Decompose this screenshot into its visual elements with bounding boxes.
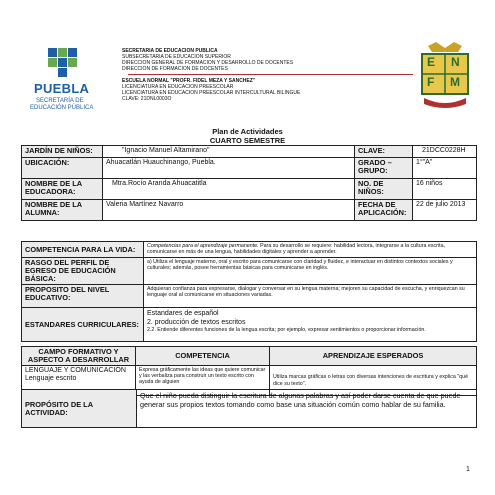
educadora-value-text: Mtra.Rocío Aranda Ahuacatitla [112, 180, 207, 187]
ninos-label: NO. DE NIÑOS: [355, 179, 413, 200]
header-line: ESCUELA NORMAL "PROFR. FIDEL MEZA Y SÁNCHEZ" [122, 78, 256, 84]
logo-sub1: SECRETARÍA DE [36, 98, 84, 104]
competencias-table [21, 241, 477, 342]
ubicacion-value: Ahuacatlán Huauchinango, Puebla. [103, 158, 355, 179]
actividad-label: PROPÓSITO DE LA ACTIVIDAD: [22, 390, 137, 428]
header-divider [128, 74, 413, 75]
jardin-label: JARDÍN DE NIÑOS: [22, 146, 103, 158]
clave-label: CLAVE: [355, 146, 413, 158]
header-line: LICENCIATURA EN EDUCACIÓN PREESCOLAR [122, 84, 234, 91]
educadora-label: NOMBRE DE LA EDUCADORA: [22, 179, 103, 200]
estandares-line1: Estandares de español [147, 310, 219, 317]
logo-sub2: EDUCACIÓN PÚBLICA [30, 105, 94, 111]
crest-letter: N [451, 55, 460, 69]
rasgo-label: RASGO DEL PERFIL DE EGRESO DE EDUCACIÓN BÁSICA: [22, 258, 144, 285]
logo-name: PUEBLA [34, 81, 90, 96]
rasgo-text: a) Utiliza el lenguaje materno, oral y escrito para comunicarse con claridad y fluidez, e interactuar en distintos contextos sociales y culturales; además, posee herramientas básicas para comunicarse en inglés. [144, 258, 477, 285]
estandares-line2: 2. producción de textos escritos [147, 319, 246, 326]
header-line: DIRECCIÓN GENERAL DE FORMACIÓN Y DESARROLLO DE DOCENTES [122, 60, 294, 67]
estandares-label: ESTANDARES CURRICULARES: [22, 308, 144, 342]
competencia-header: COMPETENCIA [136, 347, 270, 366]
campo-line1: LENGUAJE Y COMUNICACIÓN [25, 367, 126, 374]
jardin-value [103, 146, 355, 158]
fecha-value: 22 de julio 2013 [413, 200, 477, 221]
proposito-text: Adquieran confianza para expresarse, dialogar y conversar en su lengua materna; mejoren su capacidad de escucha, y enriquezcan su lenguaje oral al comunicarse en situaciones variadas. [144, 285, 477, 308]
competencia-cell: Expresa gráficamente las ideas que quiere comunicar y las verbaliza para construir un texto escrito con ayuda de alguien [136, 366, 270, 396]
grado-value: 1°"A" [413, 158, 477, 179]
info-table [21, 145, 477, 221]
vida-label: COMPETENCIA PARA LA VIDA: [22, 242, 144, 258]
ubicacion-label: UBICACIÓN: [22, 158, 103, 179]
campo-line2: Lenguaje escrito [25, 375, 77, 382]
page-subtitle: CUARTO SEMESTRE [209, 136, 286, 145]
educadora-value [103, 179, 355, 200]
actividad-text: Que el niño pueda distinguir la escritura de algunas palabras y así poder darse cuenta de que puede generar sus propios textos tomando como base una situación común como hablar de su familia. [137, 390, 477, 428]
clave-value [413, 146, 477, 158]
actividad-table [21, 389, 477, 428]
page-number: 1 [466, 466, 470, 473]
aprendizaje-header: APRENDIZAJE ESPERADOS [270, 347, 477, 366]
crest-letter: F [427, 75, 435, 89]
proposito-label: PROPOSITO DEL NIVEL EDUCATIVO: [22, 285, 144, 308]
clave-value-text: 21DCC0228H [422, 147, 466, 154]
alumna-label: NOMBRE DE LA ALUMNA: [22, 200, 103, 221]
crest-letter: E [427, 55, 436, 69]
header-line: LICENCIATURA EN EDUCACIÓN PREESCOLAR INTERCULTURAL BILINGÜE [122, 90, 301, 97]
ninos-value: 16 niños [413, 179, 477, 200]
header-line: SUBSECRETARÍA DE EDUCACIÓN SUPERIOR [122, 54, 231, 61]
alumna-value: Valeria Martínez Navarro [103, 200, 355, 221]
vida-body: Para su desarrollo se requiere: habilidad lectora, integrarse a la cultura escrita, comunicarse en más de una lengua, habilidades digitales y aprender a aprender. [147, 243, 445, 256]
header-line: CLAVE: 21DNL0003O [122, 96, 172, 103]
estandares-cell [144, 308, 477, 342]
campo-header: CAMPO FORMATIVO Y ASPECTO A DESARROLLAR [22, 347, 136, 366]
estandares-line3: 2.2. Entiende diferentes funciones de la lengua escrita; por ejemplo, expresar sentimientos o proporcionar información. [147, 327, 426, 333]
page-title: Plan de Actividades [212, 127, 283, 136]
aprendizaje-cell: Utiliza marcas gráficas o letras con diversas intenciones de escritura y explica "qué dice su texto". [270, 366, 477, 396]
normal-school-crest [418, 42, 472, 110]
crest-letter: M [450, 75, 460, 89]
vida-text [144, 242, 477, 258]
puebla-logo [10, 46, 122, 116]
header-line: DIRECCIÓN DE FORMACIÓN DE DOCENTES [122, 66, 228, 73]
header-lines-top [122, 48, 417, 72]
header-line: SECRETARÍA DE EDUCACIÓN PÚBLICA [122, 48, 218, 54]
header-lines-bottom [122, 78, 417, 102]
jardin-value-text: "Ignacio Manuel Altamirano" [122, 147, 210, 154]
vida-emph: Competencias para el aprendizaje permanente. [147, 243, 259, 249]
grado-label: GRADO – GRUPO: [355, 158, 413, 179]
fecha-label: FECHA DE APLICACIÓN: [355, 200, 413, 221]
